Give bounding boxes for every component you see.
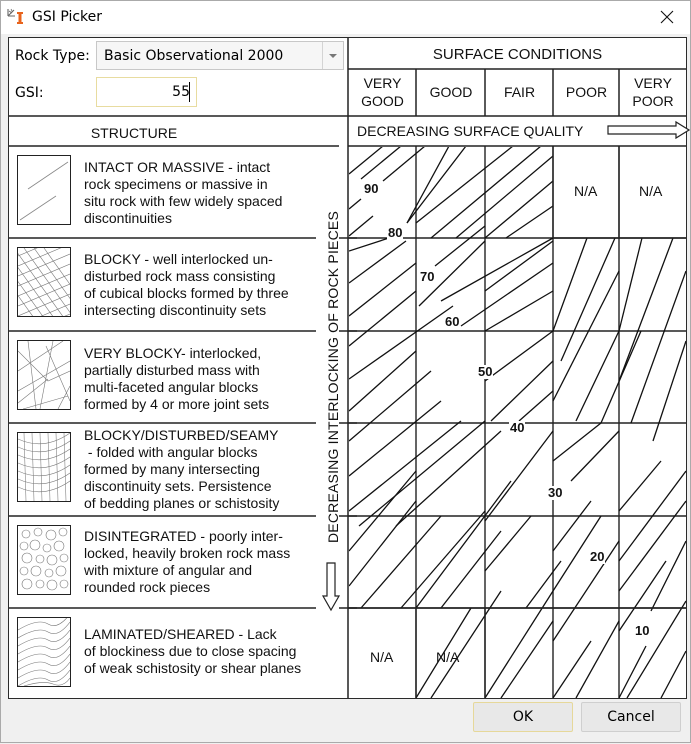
- structure-thumb-laminated-sheared: [17, 617, 71, 687]
- na-cell-intact-very-poor: N/A: [639, 183, 663, 199]
- structure-row-blocky-disturbed-seamy[interactable]: BLOCKY/DISTURBED/SEAMY - folded with angular blocks formed by many intersecting discontinuity sets. Persistence of bedding planes or schistosity: [84, 427, 280, 511]
- gsi-contour-80: 80: [388, 225, 403, 240]
- gsi-contour-70: 70: [420, 269, 435, 284]
- gsi-contour-60: 60: [445, 314, 460, 329]
- structure-row-laminated-sheared[interactable]: LAMINATED/SHEARED - Lack of blockiness due to close spacing of weak schistosity or shear planes: [84, 626, 302, 676]
- na-cell-intact-poor: N/A: [574, 183, 598, 199]
- surface-condition-very-good[interactable]: VERY GOOD: [361, 75, 404, 109]
- rock-type-label: Rock Type:: [15, 48, 90, 64]
- rock-type-dropdown[interactable]: [96, 41, 344, 70]
- na-cell-laminated-good: N/A: [436, 649, 460, 665]
- dropdown-button[interactable]: [322, 42, 343, 69]
- ok-button[interactable]: OK: [473, 702, 573, 732]
- gsi-contour-40: 40: [510, 420, 525, 435]
- structure-thumb-blocky: [17, 247, 71, 317]
- decreasing-surface-quality-label: DECREASING SURFACE QUALITY: [357, 123, 584, 139]
- gsi-contour-30: 30: [548, 485, 563, 500]
- structure-thumb-disintegrated: [17, 525, 71, 595]
- gsi-input[interactable]: [96, 77, 197, 107]
- chevron-down-icon: [329, 54, 337, 58]
- gsi-contour-50: 50: [478, 364, 493, 379]
- gsi-contour-10: 10: [635, 623, 650, 638]
- surface-condition-very-poor[interactable]: VERY POOR: [632, 75, 674, 109]
- rock-type-value: Basic Observational 2000: [104, 48, 284, 64]
- gsi-label: GSI:: [15, 85, 44, 101]
- surface-conditions-title: SURFACE CONDITIONS: [432, 46, 603, 63]
- text-caret: [189, 82, 190, 102]
- structure-row-intact[interactable]: INTACT OR MASSIVE - intact rock specimens or massive in situ rock with few widely spaced discontinuities: [84, 159, 283, 226]
- surface-condition-good[interactable]: GOOD: [429, 84, 473, 100]
- window-title: GSI Picker: [32, 9, 103, 25]
- surface-condition-poor[interactable]: POOR: [565, 84, 608, 100]
- structure-header: STRUCTURE: [90, 125, 178, 141]
- cancel-button[interactable]: Cancel: [581, 702, 681, 732]
- structure-thumb-intact: [17, 155, 71, 225]
- right-arrow-icon: [608, 122, 689, 138]
- structure-row-disintegrated[interactable]: DISINTEGRATED - poorly inter- locked, heavily broken rock mass with mixture of angular and rounded rock pieces: [84, 528, 291, 595]
- decreasing-interlocking-label: DECREASING INTERLOCKING OF ROCK PIECES: [325, 211, 341, 543]
- structure-row-blocky[interactable]: BLOCKY - well interlocked un- disturbed rock mass consisting of cubical blocks formed by three intersecting discontinuity sets: [84, 251, 289, 318]
- gsi-contour-20: 20: [590, 549, 605, 564]
- structure-thumb-blocky-disturbed-seamy: [17, 432, 71, 502]
- structure-thumb-very-blocky: [17, 340, 71, 410]
- surface-condition-fair[interactable]: FAIR: [503, 84, 536, 100]
- na-cell-laminated-very-good: N/A: [370, 649, 394, 665]
- structure-row-very-blocky[interactable]: VERY BLOCKY- interlocked, partially disturbed mass with multi-faceted angular blocks formed by 4 or more joint sets: [84, 345, 270, 412]
- gsi-contour-90: 90: [364, 181, 379, 196]
